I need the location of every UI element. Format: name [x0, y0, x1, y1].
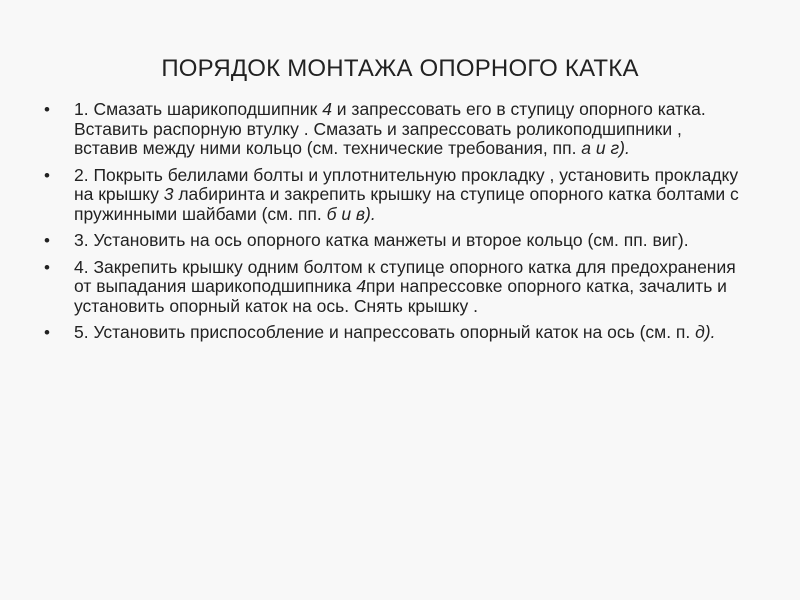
list-item-text: 1. Смазать шарикоподшипник	[74, 99, 323, 119]
list-item	[44, 258, 744, 317]
bullet-icon: •	[44, 257, 50, 277]
list-item	[44, 231, 744, 251]
bullet-icon: •	[44, 100, 50, 119]
list-item	[44, 166, 744, 225]
list-item-text: 4. Закрепить крышку одним болтом к ступице опорного катка для предохранения от выпадания шарикоподшипника	[74, 256, 736, 296]
list-item-text: при напрессовке опорного катка, зачалить и установить опорный каток на ось. Снять крышку .	[74, 276, 727, 316]
list-item-italic-text: 4	[322, 99, 332, 119]
bullet-icon: •	[44, 165, 50, 185]
list-item-italic-text: 3	[163, 184, 174, 204]
bullet-icon: •	[44, 323, 50, 342]
list-item-text: 5. Установить приспособление и напрессовать опорный каток на ось (см. п.	[74, 322, 696, 342]
list-item-text: лабиринта и закрепить крышку на ступице опорного катка болтами с пружинными шайбами (см. пп.	[74, 184, 739, 224]
instruction-list	[44, 100, 744, 350]
list-item	[44, 323, 744, 343]
list-item-text: 3. Установить на ось опорного катка манжеты и второе кольцо (см. пп. виг).	[74, 230, 689, 250]
list-item	[44, 100, 744, 159]
list-item-italic-text: 4	[356, 276, 367, 296]
slide-title: ПОРЯДОК МОНТАЖА ОПОРНОГО КАТКА	[161, 55, 639, 82]
list-item-italic-text: д).	[695, 322, 716, 342]
list-item-text: и запрессовать его в ступицу опорного катка. Вставить распорную втулку . Смазать и запрессовать роликоподшипники , вставив между ними кольцо (см. технические требования, пп.	[74, 99, 706, 158]
list-item-italic-text: а и г).	[581, 138, 630, 158]
bullet-icon: •	[44, 231, 50, 250]
list-item-text: 2. Покрыть белилами болты и уплотнительную прокладку , установить прокладку на крышку	[74, 164, 739, 204]
list-item-italic-text: б и в).	[326, 203, 376, 224]
